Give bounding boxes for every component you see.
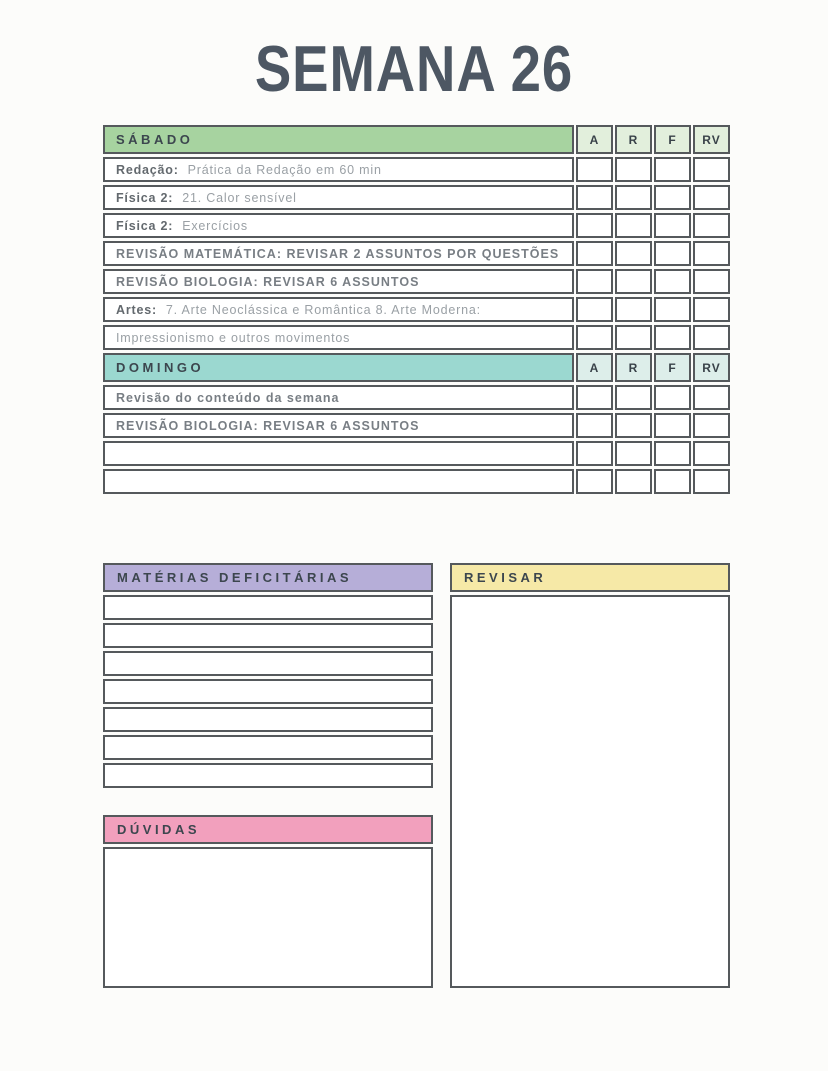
schedule-row xyxy=(103,441,730,466)
page-title: SEMANA 26 xyxy=(254,33,574,106)
check-cell-a[interactable] xyxy=(576,241,613,266)
revisar-notes-area[interactable] xyxy=(450,595,730,988)
check-cell-r[interactable] xyxy=(615,269,652,294)
materias-empty-row[interactable] xyxy=(103,595,433,620)
check-cell-rv[interactable] xyxy=(693,413,730,438)
task-text: REVISÃO MATEMÁTICA: REVISAR 2 ASSUNTOS POR QUESTÕES xyxy=(116,246,560,261)
duvidas-panel xyxy=(103,815,433,988)
task-subject-label: Física 2: xyxy=(116,190,174,205)
check-cell-rv[interactable] xyxy=(693,469,730,494)
materias-empty-row[interactable] xyxy=(103,651,433,676)
revisar-panel xyxy=(450,563,730,988)
check-cell-f[interactable] xyxy=(654,185,691,210)
check-cell-a[interactable] xyxy=(576,325,613,350)
task-subject-label: Artes: xyxy=(116,302,157,317)
check-cell-f[interactable] xyxy=(654,269,691,294)
schedule-row xyxy=(103,185,730,210)
check-cell-f[interactable] xyxy=(654,385,691,410)
check-cell-rv[interactable] xyxy=(693,297,730,322)
task-cell[interactable] xyxy=(103,441,574,466)
materias-empty-row[interactable] xyxy=(103,623,433,648)
check-cell-f[interactable] xyxy=(654,297,691,322)
check-cell-r[interactable] xyxy=(615,157,652,182)
task-subject-label: Redação: xyxy=(116,162,179,177)
check-cell-rv[interactable] xyxy=(693,213,730,238)
task-text: Impressionismo e outros movimentos xyxy=(116,330,351,345)
check-col-header-f: F xyxy=(654,353,691,382)
materias-empty-row[interactable] xyxy=(103,679,433,704)
schedule-row xyxy=(103,469,730,494)
check-cell-r[interactable] xyxy=(615,385,652,410)
check-cell-r[interactable] xyxy=(615,413,652,438)
materias-deficitarias-header: MATÉRIAS DEFICITÁRIAS xyxy=(103,563,433,592)
check-cell-a[interactable] xyxy=(576,469,613,494)
check-cell-a[interactable] xyxy=(576,297,613,322)
schedule-row xyxy=(103,385,730,410)
check-cell-a[interactable] xyxy=(576,269,613,294)
task-subject-label: Física 2: xyxy=(116,218,174,233)
task-cell xyxy=(103,413,574,438)
task-cell xyxy=(103,157,574,182)
check-cell-f[interactable] xyxy=(654,469,691,494)
schedule-row xyxy=(103,157,730,182)
weekly-schedule-table xyxy=(103,125,730,497)
task-text: REVISÃO BIOLOGIA: REVISAR 6 ASSUNTOS xyxy=(116,274,420,289)
check-cell-a[interactable] xyxy=(576,385,613,410)
task-cell xyxy=(103,385,574,410)
check-cell-f[interactable] xyxy=(654,413,691,438)
check-cell-a[interactable] xyxy=(576,157,613,182)
task-cell xyxy=(103,213,574,238)
check-cell-a[interactable] xyxy=(576,185,613,210)
materias-empty-row[interactable] xyxy=(103,735,433,760)
section-label-sabado: SÁBADO xyxy=(116,132,194,147)
task-cell[interactable] xyxy=(103,469,574,494)
check-cell-r[interactable] xyxy=(615,297,652,322)
task-text: Revisão do conteúdo da semana xyxy=(116,390,340,405)
schedule-row xyxy=(103,269,730,294)
duvidas-notes-area[interactable] xyxy=(103,847,433,988)
check-cell-r[interactable] xyxy=(615,325,652,350)
materias-empty-row[interactable] xyxy=(103,707,433,732)
revisar-header: REVISAR xyxy=(450,563,730,592)
check-cell-f[interactable] xyxy=(654,241,691,266)
check-cell-rv[interactable] xyxy=(693,241,730,266)
section-header-row-sabado xyxy=(103,125,730,154)
schedule-row xyxy=(103,241,730,266)
check-cell-a[interactable] xyxy=(576,213,613,238)
check-cell-r[interactable] xyxy=(615,469,652,494)
task-text: Prática da Redação em 60 min xyxy=(187,162,382,177)
check-cell-rv[interactable] xyxy=(693,325,730,350)
task-cell xyxy=(103,297,574,322)
section-header-row-domingo xyxy=(103,353,730,382)
schedule-row xyxy=(103,297,730,322)
section-label-domingo: DOMINGO xyxy=(116,360,205,375)
check-col-header-rv: RV xyxy=(693,125,730,154)
check-col-header-r: R xyxy=(615,125,652,154)
schedule-row xyxy=(103,413,730,438)
task-cell xyxy=(103,325,574,350)
materias-empty-row[interactable] xyxy=(103,763,433,788)
schedule-row xyxy=(103,213,730,238)
check-cell-rv[interactable] xyxy=(693,385,730,410)
check-cell-f[interactable] xyxy=(654,157,691,182)
schedule-row xyxy=(103,325,730,350)
materias-deficitarias-rows xyxy=(103,595,433,788)
check-col-header-r: R xyxy=(615,353,652,382)
task-cell xyxy=(103,241,574,266)
check-cell-a[interactable] xyxy=(576,413,613,438)
check-cell-rv[interactable] xyxy=(693,157,730,182)
check-cell-r[interactable] xyxy=(615,241,652,266)
check-cell-r[interactable] xyxy=(615,213,652,238)
task-text: Exercícios xyxy=(182,218,248,233)
task-cell xyxy=(103,185,574,210)
task-text: REVISÃO BIOLOGIA: REVISAR 6 ASSUNTOS xyxy=(116,418,420,433)
check-cell-rv[interactable] xyxy=(693,185,730,210)
check-col-header-a: A xyxy=(576,125,613,154)
check-cell-rv[interactable] xyxy=(693,441,730,466)
check-cell-r[interactable] xyxy=(615,441,652,466)
check-cell-f[interactable] xyxy=(654,213,691,238)
task-text: 21. Calor sensível xyxy=(182,190,297,205)
task-text: 7. Arte Neoclássica e Romântica 8. Arte Moderna: xyxy=(165,302,481,317)
materias-deficitarias-panel xyxy=(103,563,433,791)
check-cell-f[interactable] xyxy=(654,325,691,350)
section-header-sabado xyxy=(103,125,574,154)
duvidas-header: DÚVIDAS xyxy=(103,815,433,844)
check-col-header-f: F xyxy=(654,125,691,154)
check-cell-a[interactable] xyxy=(576,441,613,466)
check-col-header-rv: RV xyxy=(693,353,730,382)
check-cell-f[interactable] xyxy=(654,441,691,466)
task-cell xyxy=(103,269,574,294)
section-header-domingo xyxy=(103,353,574,382)
check-cell-rv[interactable] xyxy=(693,269,730,294)
check-cell-r[interactable] xyxy=(615,185,652,210)
check-col-header-a: A xyxy=(576,353,613,382)
